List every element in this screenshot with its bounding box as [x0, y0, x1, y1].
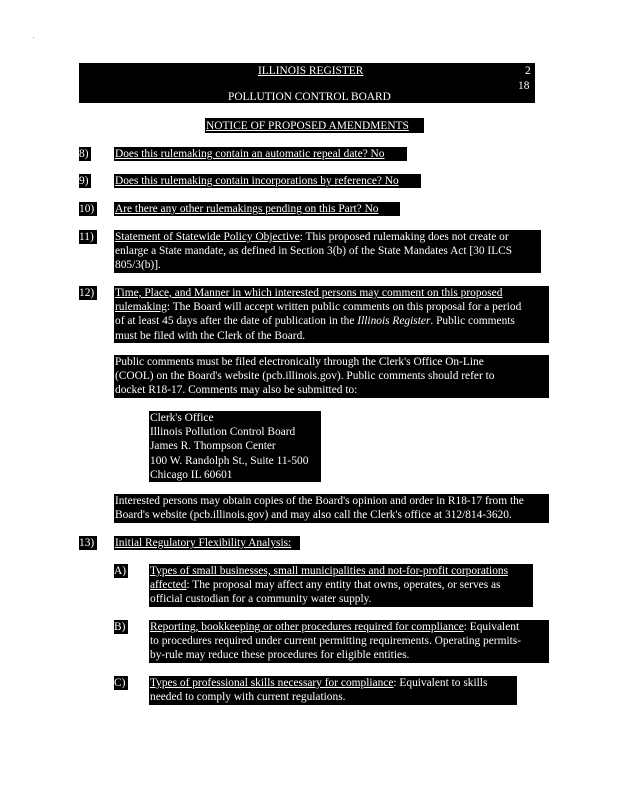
address-line-3: James R. Thompson Center	[150, 440, 276, 453]
item-12-p3-line-1: Interested persons may obtain copies of the Board's opinion and order in R18-17 from the	[115, 495, 524, 507]
item-9-number: 9)	[79, 175, 89, 187]
item-13-heading: Initial Regulatory Flexibility Analysis:	[115, 537, 292, 549]
register-title: ILLINOIS REGISTER	[258, 65, 364, 77]
item-12-paragraph-3	[114, 494, 549, 523]
sub-a-heading-line-2: affected	[150, 579, 187, 592]
item-12-heading-line-2: rulemaking	[115, 301, 167, 314]
sub-c-line-1	[150, 676, 517, 690]
sub-b-letter: B)	[114, 621, 126, 633]
item-11-number: 11)	[79, 231, 94, 243]
address-line-5: Chicago IL 60601	[150, 468, 233, 481]
item-12-p2-line-3: docket R18-17. Comments may also be submitted to:	[115, 384, 358, 397]
item-11-line-1	[115, 230, 541, 244]
address-line-4: 100 W. Randolph St., Suite 11-500	[150, 454, 309, 467]
sub-a-heading-line-1: Types of small businesses, small municipalities and not-for-profit corporations	[150, 565, 509, 577]
item-12-line-3-pre: of at least 45 days after the date of publication in the	[115, 315, 358, 328]
sub-b-line-2: to procedures required under current permitting requirements. Operating permits-	[150, 635, 522, 648]
scan-speck	[33, 37, 34, 38]
item-12-p2-line-2: (COOL) on the Board's website (pcb.illinois.gov). Public comments should refer to	[115, 370, 495, 383]
issue-number: 18	[518, 80, 530, 92]
item-11-line-1-rest: : This proposed rulemaking does not create or	[299, 231, 509, 243]
item-12-line-3	[115, 314, 549, 328]
sub-a-line-2	[150, 578, 533, 592]
item-11-line-2: enlarge a State mandate, as defined in Section 3(b) of the State Mandates Act [30 ILCS	[115, 245, 513, 258]
item-11-paragraph	[114, 230, 541, 273]
sub-a-line-2-rest: : The proposal may affect any entity that owns, operates, or serves as	[186, 579, 501, 592]
item-9-text: Does this rulemaking contain incorporations by reference? No	[115, 175, 399, 187]
sub-b-line-1	[150, 620, 549, 634]
sub-c-line-2: needed to comply with current regulations.	[150, 691, 346, 704]
item-12-p2-line-1: Public comments must be filed electronically through the Clerk's Office On-Line	[115, 356, 484, 368]
item-8-number: 8)	[79, 148, 89, 160]
sub-c-heading: Types of professional skills necessary for compliance	[150, 677, 394, 689]
item-12-p3-line-2: Board's website (pcb.illinois.gov) and may also call the Clerk's office at 312/814-3620.	[115, 509, 512, 522]
item-12-number: 12)	[79, 287, 95, 299]
item-13-number: 13)	[79, 537, 95, 549]
sub-c-paragraph	[149, 676, 517, 705]
sub-a-line-3: official custodian for a community water supply.	[150, 593, 372, 606]
board-name: POLLUTION CONTROL BOARD	[228, 91, 391, 103]
notice-title: NOTICE OF PROPOSED AMENDMENTS	[206, 120, 409, 132]
item-10-number: 10)	[79, 203, 95, 215]
item-11-heading: Statement of Statewide Policy Objective	[115, 231, 300, 243]
item-12-paragraph-1	[114, 286, 549, 343]
sub-b-paragraph	[149, 620, 549, 663]
sub-b-line-1-rest: : Equivalent	[463, 621, 520, 633]
clerk-address-block	[149, 411, 321, 482]
item-10-text: Are there any other rulemakings pending on this Part? No	[115, 203, 379, 215]
item-12-line-2	[115, 300, 549, 314]
page-number: 2	[525, 65, 531, 77]
sub-c-letter: C)	[114, 677, 126, 689]
address-line-1: Clerk's Office	[150, 412, 214, 424]
item-12-line-2-rest: : The Board will accept written public comments on this proposal for a period	[166, 301, 522, 314]
sub-a-paragraph	[149, 564, 533, 607]
sub-a-letter: A)	[114, 565, 127, 577]
item-8-text: Does this rulemaking contain an automatic repeal date? No	[115, 148, 385, 160]
item-12-paragraph-2	[114, 355, 549, 398]
address-line-2: Illinois Pollution Control Board	[150, 426, 296, 439]
sub-b-line-3: by-rule may reduce these procedures for eligible entities.	[150, 649, 410, 662]
item-12-heading-line-1: Time, Place, and Manner in which interested persons may comment on this proposed	[115, 287, 503, 299]
item-11-line-3: 805/3(b)].	[115, 259, 161, 272]
sub-b-heading: Reporting, bookkeeping or other procedures required for compliance	[150, 621, 464, 633]
illinois-register-italic: Illinois Register	[357, 315, 431, 328]
sub-c-line-1-rest: : Equivalent to skills	[393, 677, 488, 689]
item-12-line-4: must be filed with the Clerk of the Board.	[115, 329, 306, 342]
item-12-line-3-post: . Public comments	[430, 315, 515, 328]
